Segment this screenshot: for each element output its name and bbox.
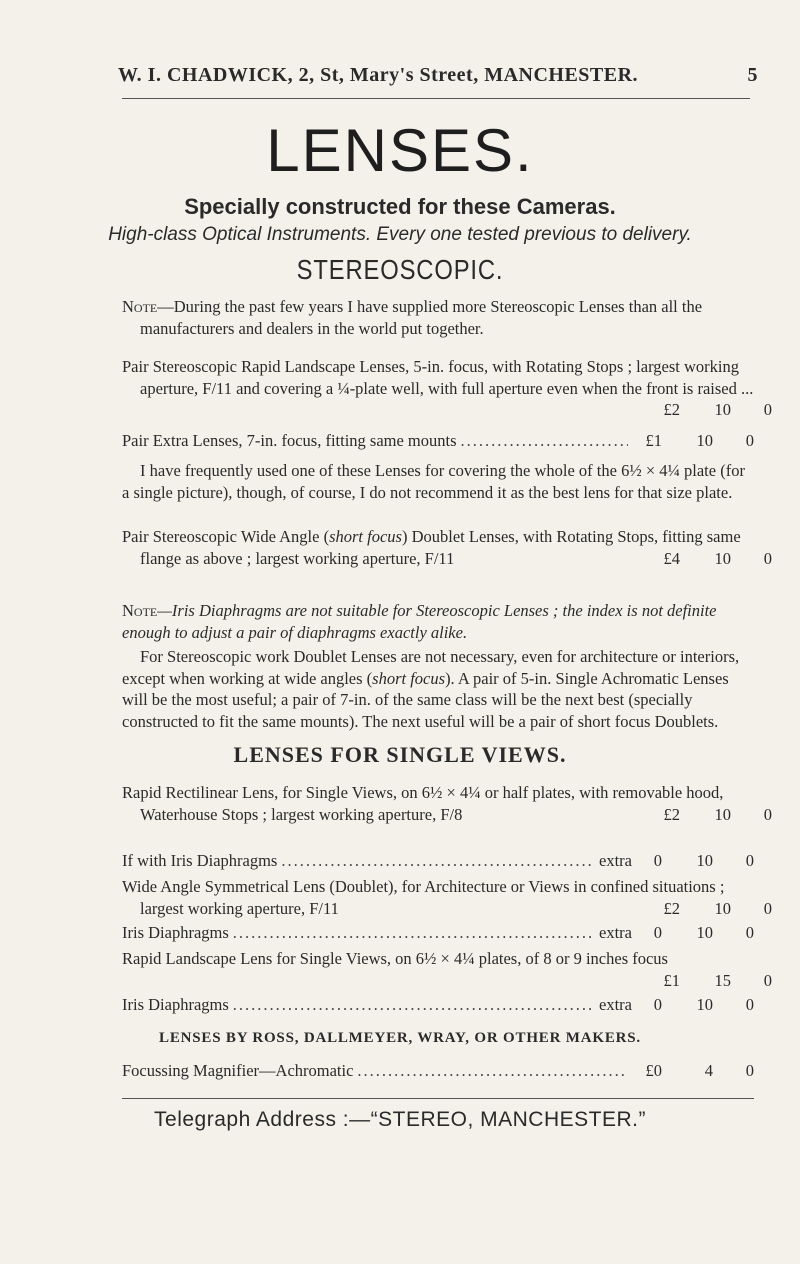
leader-dots — [233, 922, 595, 944]
item-price: 0 10 0 — [653, 923, 754, 942]
price-item-rapid-rectilinear: Rapid Rectilinear Lens, for Single Views, on 6½ × 4¼ or half plates, with removable hood, Waterhouse Stops ; largest working aperture, F/8 £2 10 0 — [122, 783, 772, 824]
price-item-focussing-magnifier: Focussing Magnifier—Achromatic ..... £0 4 0 — [122, 1060, 754, 1082]
stereo-note — [122, 296, 772, 339]
item-price: £2 10 0 — [663, 898, 772, 918]
leader-dots — [281, 850, 595, 872]
item-price: £2 10 0 — [663, 400, 772, 419]
item-price: £1 10 0 — [645, 431, 754, 450]
price-item-wide-angle-pair: Pair Stereoscopic Wide Angle (short focus) Doublet Lenses, with Rotating Stops, fitting same flange as above ; largest working aperture, F/11 £4 10 0 — [122, 527, 772, 568]
makers-heading: LENSES BY ROSS, DALLMEYER, WRAY, OR OTHER MAKERS. — [159, 1030, 641, 1046]
price-item-extra-lenses — [122, 430, 754, 452]
item-price: £4 10 0 — [663, 548, 772, 568]
footer-rule — [122, 1098, 754, 1099]
running-head — [118, 64, 758, 87]
leader-dots — [461, 430, 628, 452]
header-rule — [122, 98, 750, 99]
item-description: Pair Stereoscopic Rapid Landscape Lenses, 5-in. focus, with Rotating Stops ; largest working aperture, F/11 and covering a ¼-plate well, with full aperture even when the front is raised ... — [122, 357, 754, 398]
item-price: 0 10 0 — [653, 995, 754, 1014]
price-item-rapid-landscape-single: Rapid Landscape Lens for Single Views, on 6½ × 4¼ plates, of 8 or 9 inches focus £1 15 0 — [122, 949, 772, 990]
running-head-text: W. I. CHADWICK, 2, St, Mary's Street, MANCHESTER. — [118, 64, 639, 86]
iris-note: Note—Iris Diaphragms are not suitable for Stereoscopic Lenses ; the index is not definite enough to adjust a pair of diaphragms exactly alike. — [122, 601, 717, 642]
leader-dots — [233, 994, 595, 1016]
price-item-iris-2: Iris Diaphragms ..... extra 0 10 0 — [122, 922, 754, 944]
item-description: Pair Extra Lenses, 7-in. focus, fitting same mounts — [122, 431, 457, 450]
subtitle: Specially constructed for these Cameras. — [184, 194, 616, 219]
extra-lenses-note: I have frequently used one of these Lenses for covering the whole of the 6½ × 4¼ plate (for a single picture), though, of course, I do not recommend it as the best lens for that size plate. — [122, 461, 745, 502]
item-price: 0 10 0 — [653, 851, 754, 870]
price-item-iris-1: If with Iris Diaphragms ..... extra 0 10 0 — [122, 850, 754, 872]
leader-dots — [357, 1060, 628, 1082]
price-item-rapid-landscape-pair — [122, 356, 772, 421]
page-title: LENSES. — [266, 117, 534, 184]
section-heading-single-views: LENSES FOR SINGLE VIEWS. — [233, 742, 567, 767]
section-heading-stereoscopic: STEREOSCOPIC. — [296, 254, 504, 285]
price-item-wide-angle-symmetrical: Wide Angle Symmetrical Lens (Doublet), for Architecture or Views in confined situations ; largest working aperture, F/11 £2 10 0 — [122, 877, 772, 918]
item-price: £0 4 0 — [645, 1061, 754, 1080]
telegraph-address: Telegraph Address :—“STEREO, MANCHESTER.” — [154, 1108, 646, 1131]
page-number: 5 — [747, 64, 758, 86]
item-price: £1 15 0 — [663, 970, 772, 990]
note-label: Note — [122, 297, 158, 316]
item-price: £2 10 0 — [663, 804, 772, 824]
price-item-iris-3: Iris Diaphragms ..... extra 0 10 0 — [122, 994, 754, 1016]
note-text: —During the past few years I have supplied more Stereoscopic Lenses than all the manufacturers and dealers in the world put together. — [140, 297, 703, 338]
doublet-paragraph: For Stereoscopic work Doublet Lenses are not necessary, even for architecture or interiors, except when working at wide angles (short focus). A pair of 5-in. Single Achromatic Lenses will be the most useful; a pair of 7-in. of the same class will be the next best (specially constructed to fit the same mounts). The next useful will be a pair of short focus Doublets. — [122, 647, 740, 731]
tagline: High-class Optical Instruments. Every one tested previous to delivery. — [108, 224, 692, 245]
